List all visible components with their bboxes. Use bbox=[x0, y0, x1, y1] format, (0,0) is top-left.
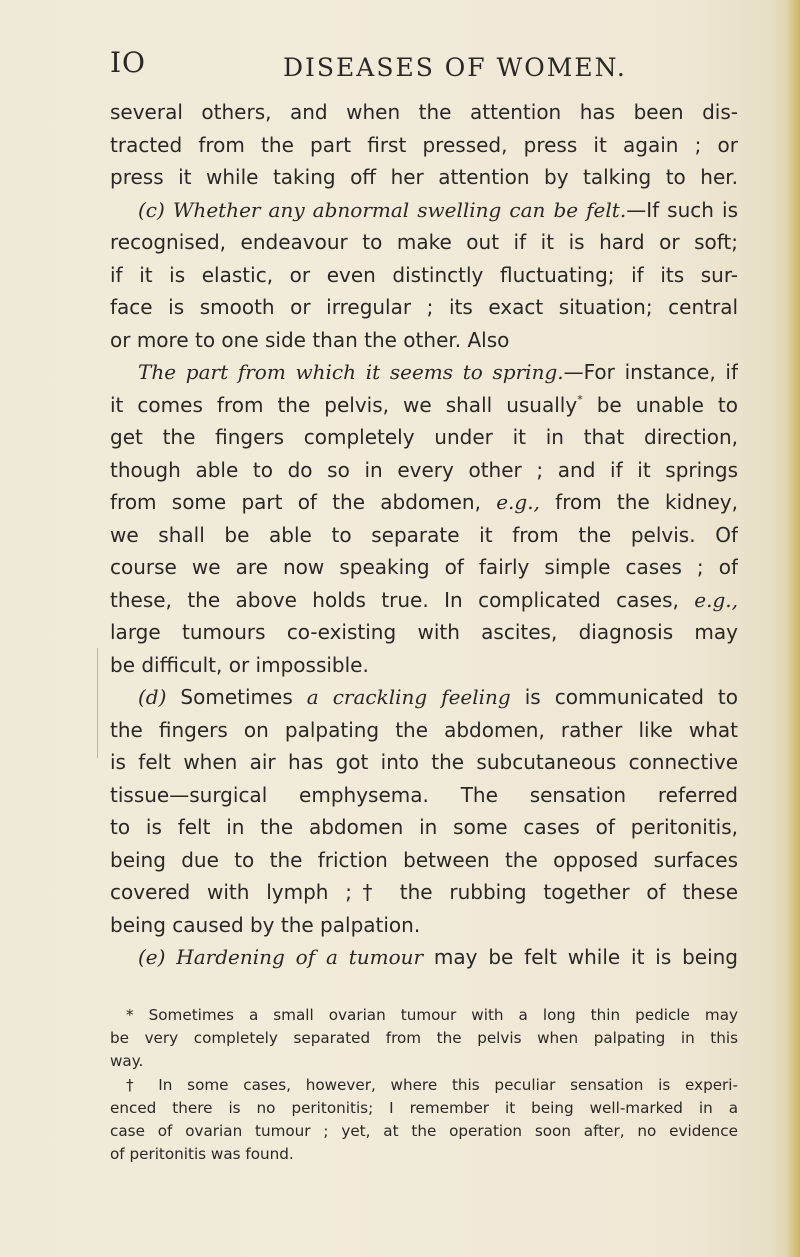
text-line: the fingers on palpating the abdomen, rather like what bbox=[110, 717, 738, 742]
heading-italic: Whether any abnormal swelling can be felt. bbox=[172, 197, 627, 222]
text-run: —For instance, if bbox=[563, 360, 738, 384]
text-run: covered with lymph ; bbox=[110, 880, 353, 904]
footnote-line: case of ovarian tumour ; yet, at the operation soon after, no evidence bbox=[110, 1121, 738, 1140]
text-line: course we are now speaking of fairly simple cases ; of bbox=[110, 555, 738, 579]
text-run: may be felt while it is being bbox=[423, 945, 738, 969]
heading-italic: a crackling feeling bbox=[306, 685, 511, 709]
text-line: tracted from the part first pressed, press it again ; or bbox=[110, 132, 738, 157]
text-line: be difficult, or impossible. bbox=[110, 652, 369, 677]
text-line: several others, and when the attention has been dis- bbox=[110, 100, 738, 124]
item-label: (e) bbox=[138, 945, 166, 969]
text-line: to is felt in the abdomen in some cases of peritonitis, bbox=[110, 815, 738, 839]
item-label: (c) bbox=[138, 197, 165, 222]
footnote-ref[interactable]: * bbox=[577, 392, 583, 406]
text-line: being caused by the palpation. bbox=[110, 912, 421, 937]
text-line: being due to the friction between the opposed surfaces bbox=[110, 847, 738, 872]
text-line bbox=[110, 941, 738, 974]
margin-mark bbox=[97, 648, 104, 758]
text-line bbox=[110, 584, 738, 617]
text-run: Sometimes a small ovarian tumour with a long thin pedicle may bbox=[148, 1006, 738, 1024]
heading-italic: Hardening of a tumour bbox=[176, 945, 424, 969]
footnote-line: be very completely separated from the pelvis when palpating in this bbox=[110, 1029, 738, 1048]
text-line: we shall be able to separate it from the pelvis. Of bbox=[110, 522, 738, 547]
text-run: is communicated to bbox=[510, 685, 738, 709]
text-line: press it while taking off her attention by talking to her. bbox=[110, 165, 738, 189]
abbrev-italic: e.g., bbox=[694, 587, 738, 612]
text-line bbox=[110, 356, 738, 389]
text-run: from some part of the abdomen, bbox=[110, 490, 497, 514]
text-line: or more to one side than the other. Also bbox=[110, 327, 510, 352]
text-line bbox=[110, 486, 738, 519]
text-run: these, the above holds true. In complicated cases, bbox=[110, 587, 695, 612]
text-line bbox=[110, 389, 738, 422]
text-run: be unable to bbox=[582, 392, 738, 417]
footnotes bbox=[110, 1004, 738, 1166]
main-text bbox=[110, 96, 738, 974]
text-run: from the kidney, bbox=[539, 490, 738, 514]
page-number: IO bbox=[110, 46, 147, 79]
footnote-line bbox=[110, 1004, 738, 1027]
heading-italic: The part from which it seems to spring. bbox=[138, 360, 564, 384]
item-label: (d) bbox=[138, 685, 167, 709]
running-head: DISEASES OF WOMEN. bbox=[283, 53, 627, 82]
text-run: the rubbing together of these bbox=[382, 880, 738, 904]
page-edge bbox=[786, 0, 800, 1257]
footnote-line: way. bbox=[110, 1052, 144, 1071]
footnote-line: enced there is no peritonitis; I remember it being well-marked in a bbox=[110, 1098, 738, 1117]
footnote-mark: † bbox=[126, 1075, 144, 1094]
text-line: get the fingers completely under it in that direction, bbox=[110, 425, 738, 449]
text-line bbox=[110, 681, 738, 714]
text-run: Sometimes bbox=[166, 685, 307, 709]
footnote-line bbox=[110, 1074, 738, 1097]
abbrev-italic: e.g., bbox=[496, 490, 540, 514]
text-run: it comes from the pelvis, we shall usually bbox=[110, 392, 578, 417]
text-line: tissue—surgical emphysema. The sensation referred bbox=[110, 782, 738, 807]
text-line: though able to do so in every other ; and if it springs bbox=[110, 457, 738, 482]
text-line bbox=[110, 876, 738, 909]
text-line: is felt when air has got into the subcutaneous connective bbox=[110, 750, 738, 774]
text-run: In some cases, however, where this peculiar sensation is experi- bbox=[158, 1075, 738, 1094]
text-line: large tumours co-existing with ascites, diagnosis may bbox=[110, 620, 738, 644]
text-line: face is smooth or irregular ; its exact situation; central bbox=[110, 295, 738, 319]
footnote-ref[interactable]: † bbox=[352, 880, 383, 904]
text-line: recognised, endeavour to make out if it is hard or soft; bbox=[110, 230, 738, 254]
text-line bbox=[110, 194, 738, 227]
footnote-mark: * bbox=[126, 1006, 134, 1024]
footnote-line: of peritonitis was found. bbox=[110, 1145, 294, 1164]
text-line: if it is elastic, or even distinctly fluctuating; if its sur- bbox=[110, 262, 738, 287]
text-run: —If such is bbox=[626, 197, 738, 222]
